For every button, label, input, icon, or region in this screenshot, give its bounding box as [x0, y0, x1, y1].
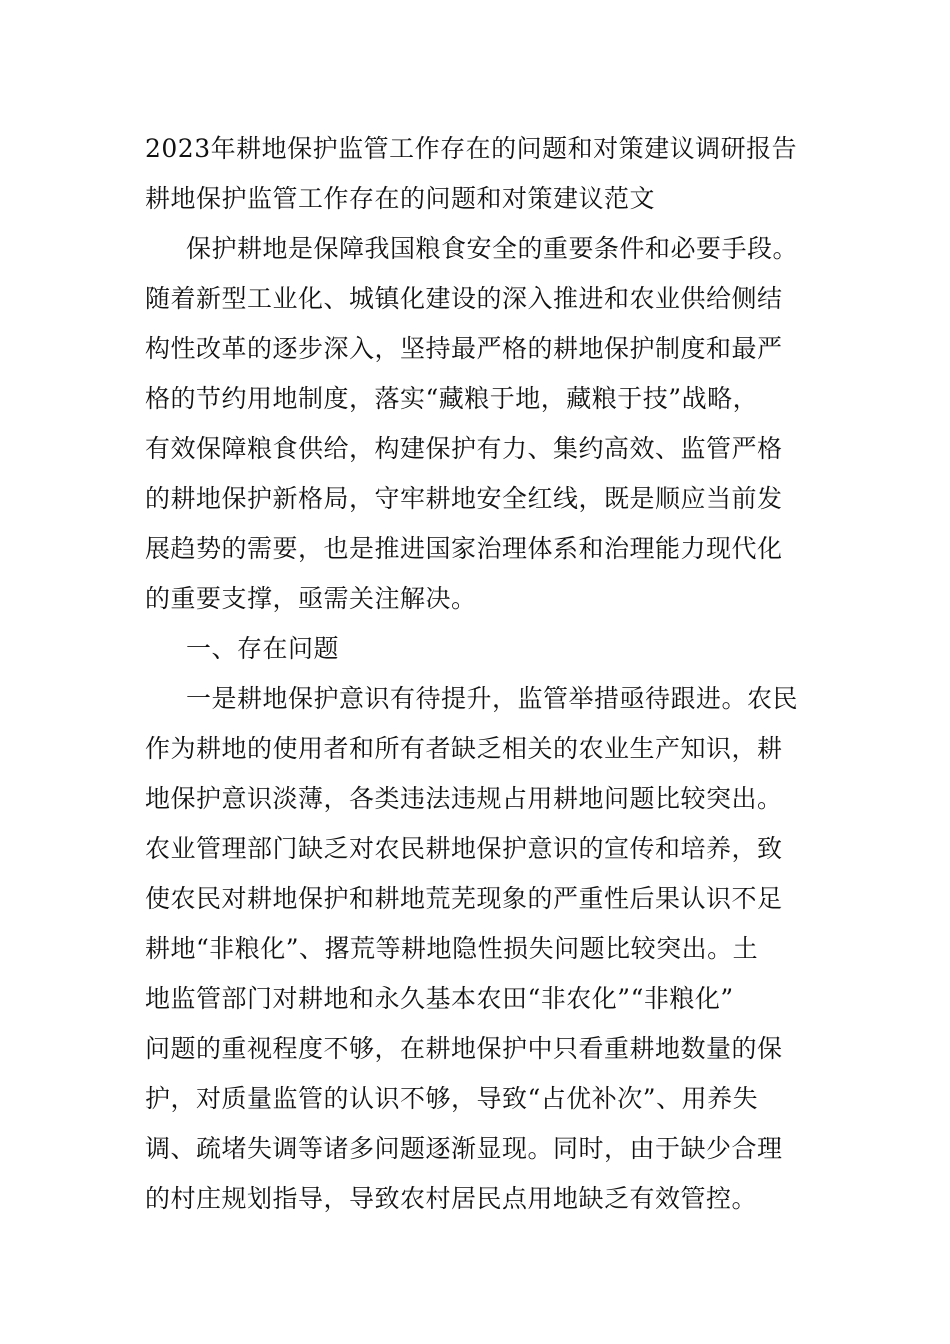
section-line: 耕地“非粮化”、撂荒等耕地隐性损失问题比较突出。土: [145, 934, 759, 963]
intro-line: 展趋势的需要，也是推进国家治理体系和治理能力现代化: [145, 534, 783, 563]
intro-line: 格的节约用地制度，落实“藏粮于地，藏粮于技”战略，: [145, 384, 759, 413]
section-line: 调、疏堵失调等诸多问题逐渐显现。同时，由于缺少合理: [145, 1134, 783, 1163]
section-line: 作为耕地的使用者和所有者缺乏相关的农业生产知识，耕: [145, 734, 783, 763]
intro-line: 的耕地保护新格局，守牢耕地安全红线，既是顺应当前发: [145, 484, 783, 513]
intro-line: 保护耕地是保障我国粮食安全的重要条件和必要手段。: [186, 234, 799, 263]
section-line: 使农民对耕地保护和耕地荒芜现象的严重性后果认识不足: [145, 884, 783, 913]
section-line: 的村庄规划指导，导致农村居民点用地缺乏有效管控。: [145, 1184, 758, 1213]
section-heading: 一、存在问题: [186, 634, 340, 663]
section-line: 一是耕地保护意识有待提升，监管举措亟待跟进。农民: [186, 684, 799, 713]
intro-line: 的重要支撑，亟需关注解决。: [145, 584, 477, 613]
intro-line: 有效保障粮食供给，构建保护有力、集约高效、监管严格: [145, 434, 783, 463]
section-line: 护，对质量监管的认识不够，导致“占优补次”、用养失: [145, 1084, 759, 1113]
section-line: 农业管理部门缺乏对农民耕地保护意识的宣传和培养，致: [145, 834, 783, 863]
intro-line: 构性改革的逐步深入，坚持最严格的耕地保护制度和最严: [145, 334, 783, 363]
section-line: 地保护意识淡薄，各类违法违规占用耕地问题比较突出。: [145, 784, 783, 813]
section-line: 问题的重视程度不够，在耕地保护中只看重耕地数量的保: [145, 1034, 783, 1063]
title-line-1: 2023年耕地保护监管工作存在的问题和对策建议调研报告: [145, 134, 798, 163]
intro-line: 随着新型工业化、城镇化建设的深入推进和农业供给侧结: [145, 284, 783, 313]
title-line-2: 耕地保护监管工作存在的问题和对策建议范文: [145, 184, 656, 213]
section-line: 地监管部门对耕地和永久基本农田“非农化”“非粮化”: [145, 984, 734, 1013]
